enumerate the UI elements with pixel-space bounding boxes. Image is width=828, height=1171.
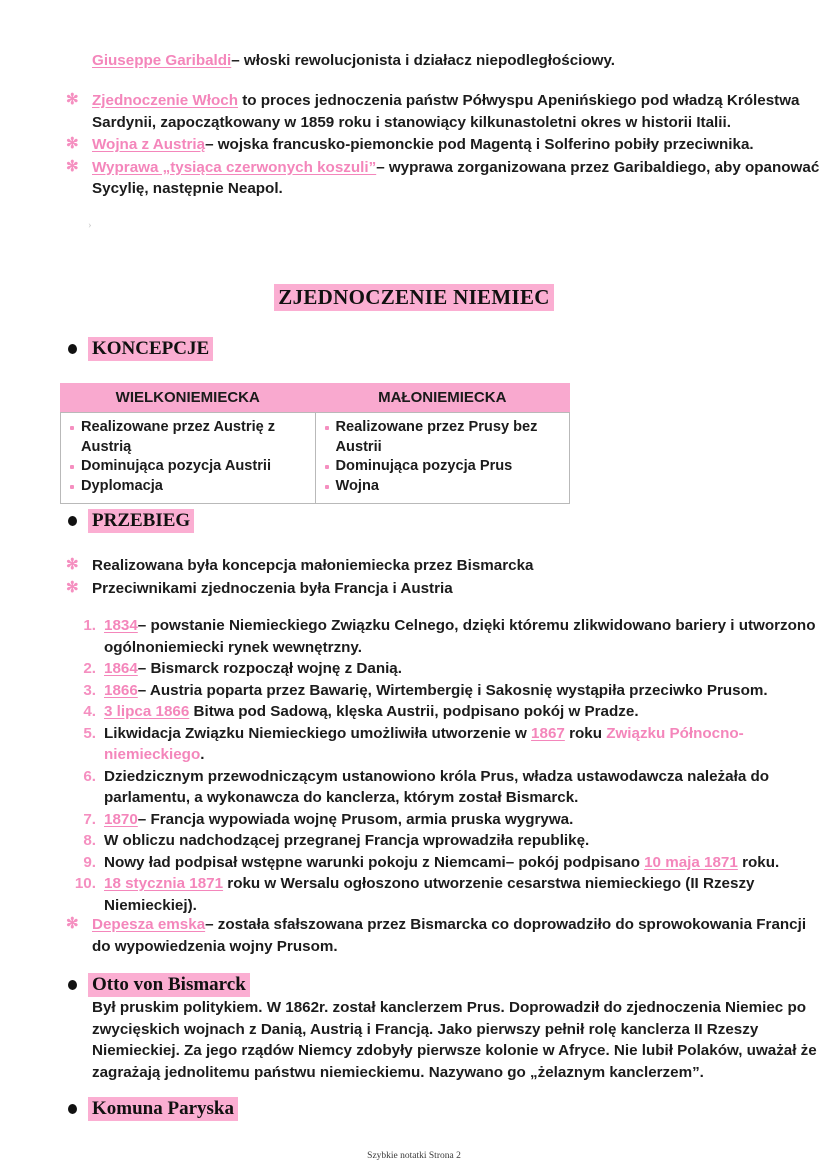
star-bullet-icon: ✻ [66,578,79,596]
date-link: 1834 [104,617,138,634]
date-link: 1864 [104,660,138,677]
date-link: 18 stycznia 1871 [104,875,224,892]
list-item-text-mid: roku [564,724,607,742]
star-bullet-icon: ✻ [66,135,79,152]
list-item [66,809,822,831]
cell-bullet-list [324,418,562,496]
list-item-text: Przeciwnikami zjednoczenia była Francja i Austria [92,579,453,597]
list-item: Dominująca pozycja Prus [324,457,562,477]
list-item-text: – powstanie Niemieckiego Związku Celnego, dzięki któremu zlikwidowano bariery i utworzono ogólnoniemiecki rynek wewnętrzny. [104,617,816,656]
page-title-text: ZJEDNOCZENIE NIEMIEC [274,284,553,311]
list-item-text: roku w Wersalu ogłoszono utworzenie cesarstwa niemieckiego (II Rzeszy Niemieckiej). [104,875,755,914]
section-heading-przebieg [68,509,194,533]
list-item-text: – Bismarck rozpoczął wojnę z Danią. [137,660,402,677]
table-row [61,413,570,504]
list-item [66,90,822,133]
list-item [66,157,822,200]
list-item: Wojna [324,477,562,497]
list-item [66,852,822,874]
list-item: Realizowane przez Prusy bez Austrii [324,418,562,457]
list-item-text: – Francja wypowiada wojnę Prusom, armia pruska wygrywa. [137,810,574,828]
table-cell-maloniemiecka [315,413,570,504]
cell-bullet-list [69,418,307,496]
star-bullet-icon: ✻ [66,915,79,932]
list-item [66,134,822,156]
date-link: 1866 [104,681,138,699]
date-link: 1867 [531,724,565,742]
star-bullet-icon: ✻ [66,91,79,108]
list-item [66,701,822,723]
list-item-text: Bitwa pod Sadową, klęska Austrii, podpisano pokój w Pradze. [189,703,639,720]
italy-bullet-list [66,90,822,201]
list-item: Realizowane przez Austrię z Austrią [69,418,307,457]
table-cell-wielkoniemiecka [61,413,316,504]
list-item-text: Likwidacja Związku Niemieckiego umożliwiła utworzenie w [104,724,532,742]
przebieg-bullet-list [66,555,822,600]
section-heading-label: Komuna Paryska [88,1097,238,1121]
list-item-text: – Austria poparta przez Bawarię, Wirtembergię i Sakosnię wystąpiła przeciwko Prusom. [137,681,768,699]
list-item [66,578,822,600]
list-item [66,914,812,957]
list-item [66,766,822,809]
table-column-header-maloniemiecka: MAŁONIEMIECKA [315,384,570,413]
section-heading-label: PRZEBIEG [88,509,194,533]
garibaldi-definition-text: – włoski rewolucjonista i działacz niepodległościowy. [231,52,615,69]
term-wojna-z-austria: Wojna z Austrią [92,136,206,153]
list-item-text: – została sfałszowana przez Bismarcka co doprowadziło do sprowokowania Francji do wypowiedzenia wojny Prusom. [92,916,807,955]
section-heading-otto-von-bismarck [68,973,250,997]
bullet-dot-icon [68,980,77,990]
table-column-header-wielkoniemiecka: WIELKONIEMIECKA [61,384,316,413]
list-item [66,615,822,658]
list-item-text-tail: roku. [737,853,780,871]
term-zjednoczenie-wloch: Zjednoczenie Włoch [92,92,238,109]
list-item [66,830,822,852]
bismarck-paragraph: Był pruskim politykiem. W 1862r. został kanclerzem Prus. Doprowadził do zjednoczenia Niemiec po zwycięskich wojnach z Danią, Austrią i Francją. Jako pierwszy pełnił rolę kanclerza II Rzeszy Niemieckiej. Za jego rządów Niemcy zdobyły pierwsze kolonie w Afryce. Nie lubił Polaków, uważał że zagrażają jednolitemu państwu niemieckiemu. Nazywano go „żelaznym kanclerzem”. [92,999,817,1081]
term-giuseppe-garibaldi: Giuseppe Garibaldi [92,52,232,69]
list-item: Dominująca pozycja Austrii [69,457,307,477]
przebieg-numbered-list [66,615,822,916]
depesza-bullet-list [66,914,812,958]
section-heading-label: KONCEPCJE [88,337,213,361]
table-header-row [61,384,570,413]
list-item: Dyplomacja [69,477,307,497]
star-bullet-icon: ✻ [66,157,79,175]
koncepcje-comparison-table [60,383,570,504]
list-item-text: W obliczu nadchodzącej przegranej Francja wprowadziła republikę. [104,832,590,849]
list-item [66,873,822,916]
term-depesza-emska: Depesza emska [92,916,206,933]
list-item-text: Dziedzicznym przewodniczącym ustanowiono króla Prus, władza ustawodawcza należała do parlamentu, a wykonawcza do kanclerza, którym został Bismarck. [104,767,770,806]
date-link: 3 lipca 1866 [104,703,190,720]
page-title [0,284,828,311]
list-item [66,658,822,680]
garibaldi-definition-line [92,50,808,72]
list-item-text: – wyprawa zorganizowana przez Garibaldiego, aby opanować Sycylię, następnie Neapol. [92,158,820,197]
list-item-text-tail: . [200,746,205,763]
list-item-text: Realizowana była koncepcja małoniemiecka przez Bismarcka [92,557,534,574]
bullet-dot-icon [68,516,77,526]
section-heading-label: Otto von Bismarck [88,973,250,997]
term-zwiazek-polnocnoniemiecki: Związku Północno-niemieckiego [104,724,744,763]
term-wyprawa-tysiaca-czerwonych-koszuli: Wyprawa „tysiąca czerwonych koszuli” [92,158,377,176]
date-link: 1870 [104,810,138,828]
bullet-dot-icon [68,1104,77,1114]
bullet-dot-icon [68,344,77,354]
list-item-text: to proces jednoczenia państw Półwyspu Apenińskiego pod władzą Królestwa Sardynii, zapoczątkowany w 1859 roku i stanowiący kilkunastoletni okres w historii Italii. [92,92,800,131]
page-footer: Szybkie notatki Strona 2 [367,1151,461,1161]
section-heading-komuna-paryska [68,1097,238,1121]
date-link: 10 maja 1871 [644,853,738,871]
star-bullet-icon: ✻ [66,556,79,573]
list-item-text: – wojska francusko-piemonckie pod Magentą i Solferino pobiły przeciwnika. [205,136,754,153]
list-item-text: Nowy ład podpisał wstępne warunki pokoju z Niemcami– pokój podpisano [104,853,645,871]
list-item [66,680,822,702]
section-heading-koncepcje [68,337,213,361]
list-item [66,555,822,577]
chevron-right-icon: › [88,219,92,231]
list-item [66,723,822,766]
